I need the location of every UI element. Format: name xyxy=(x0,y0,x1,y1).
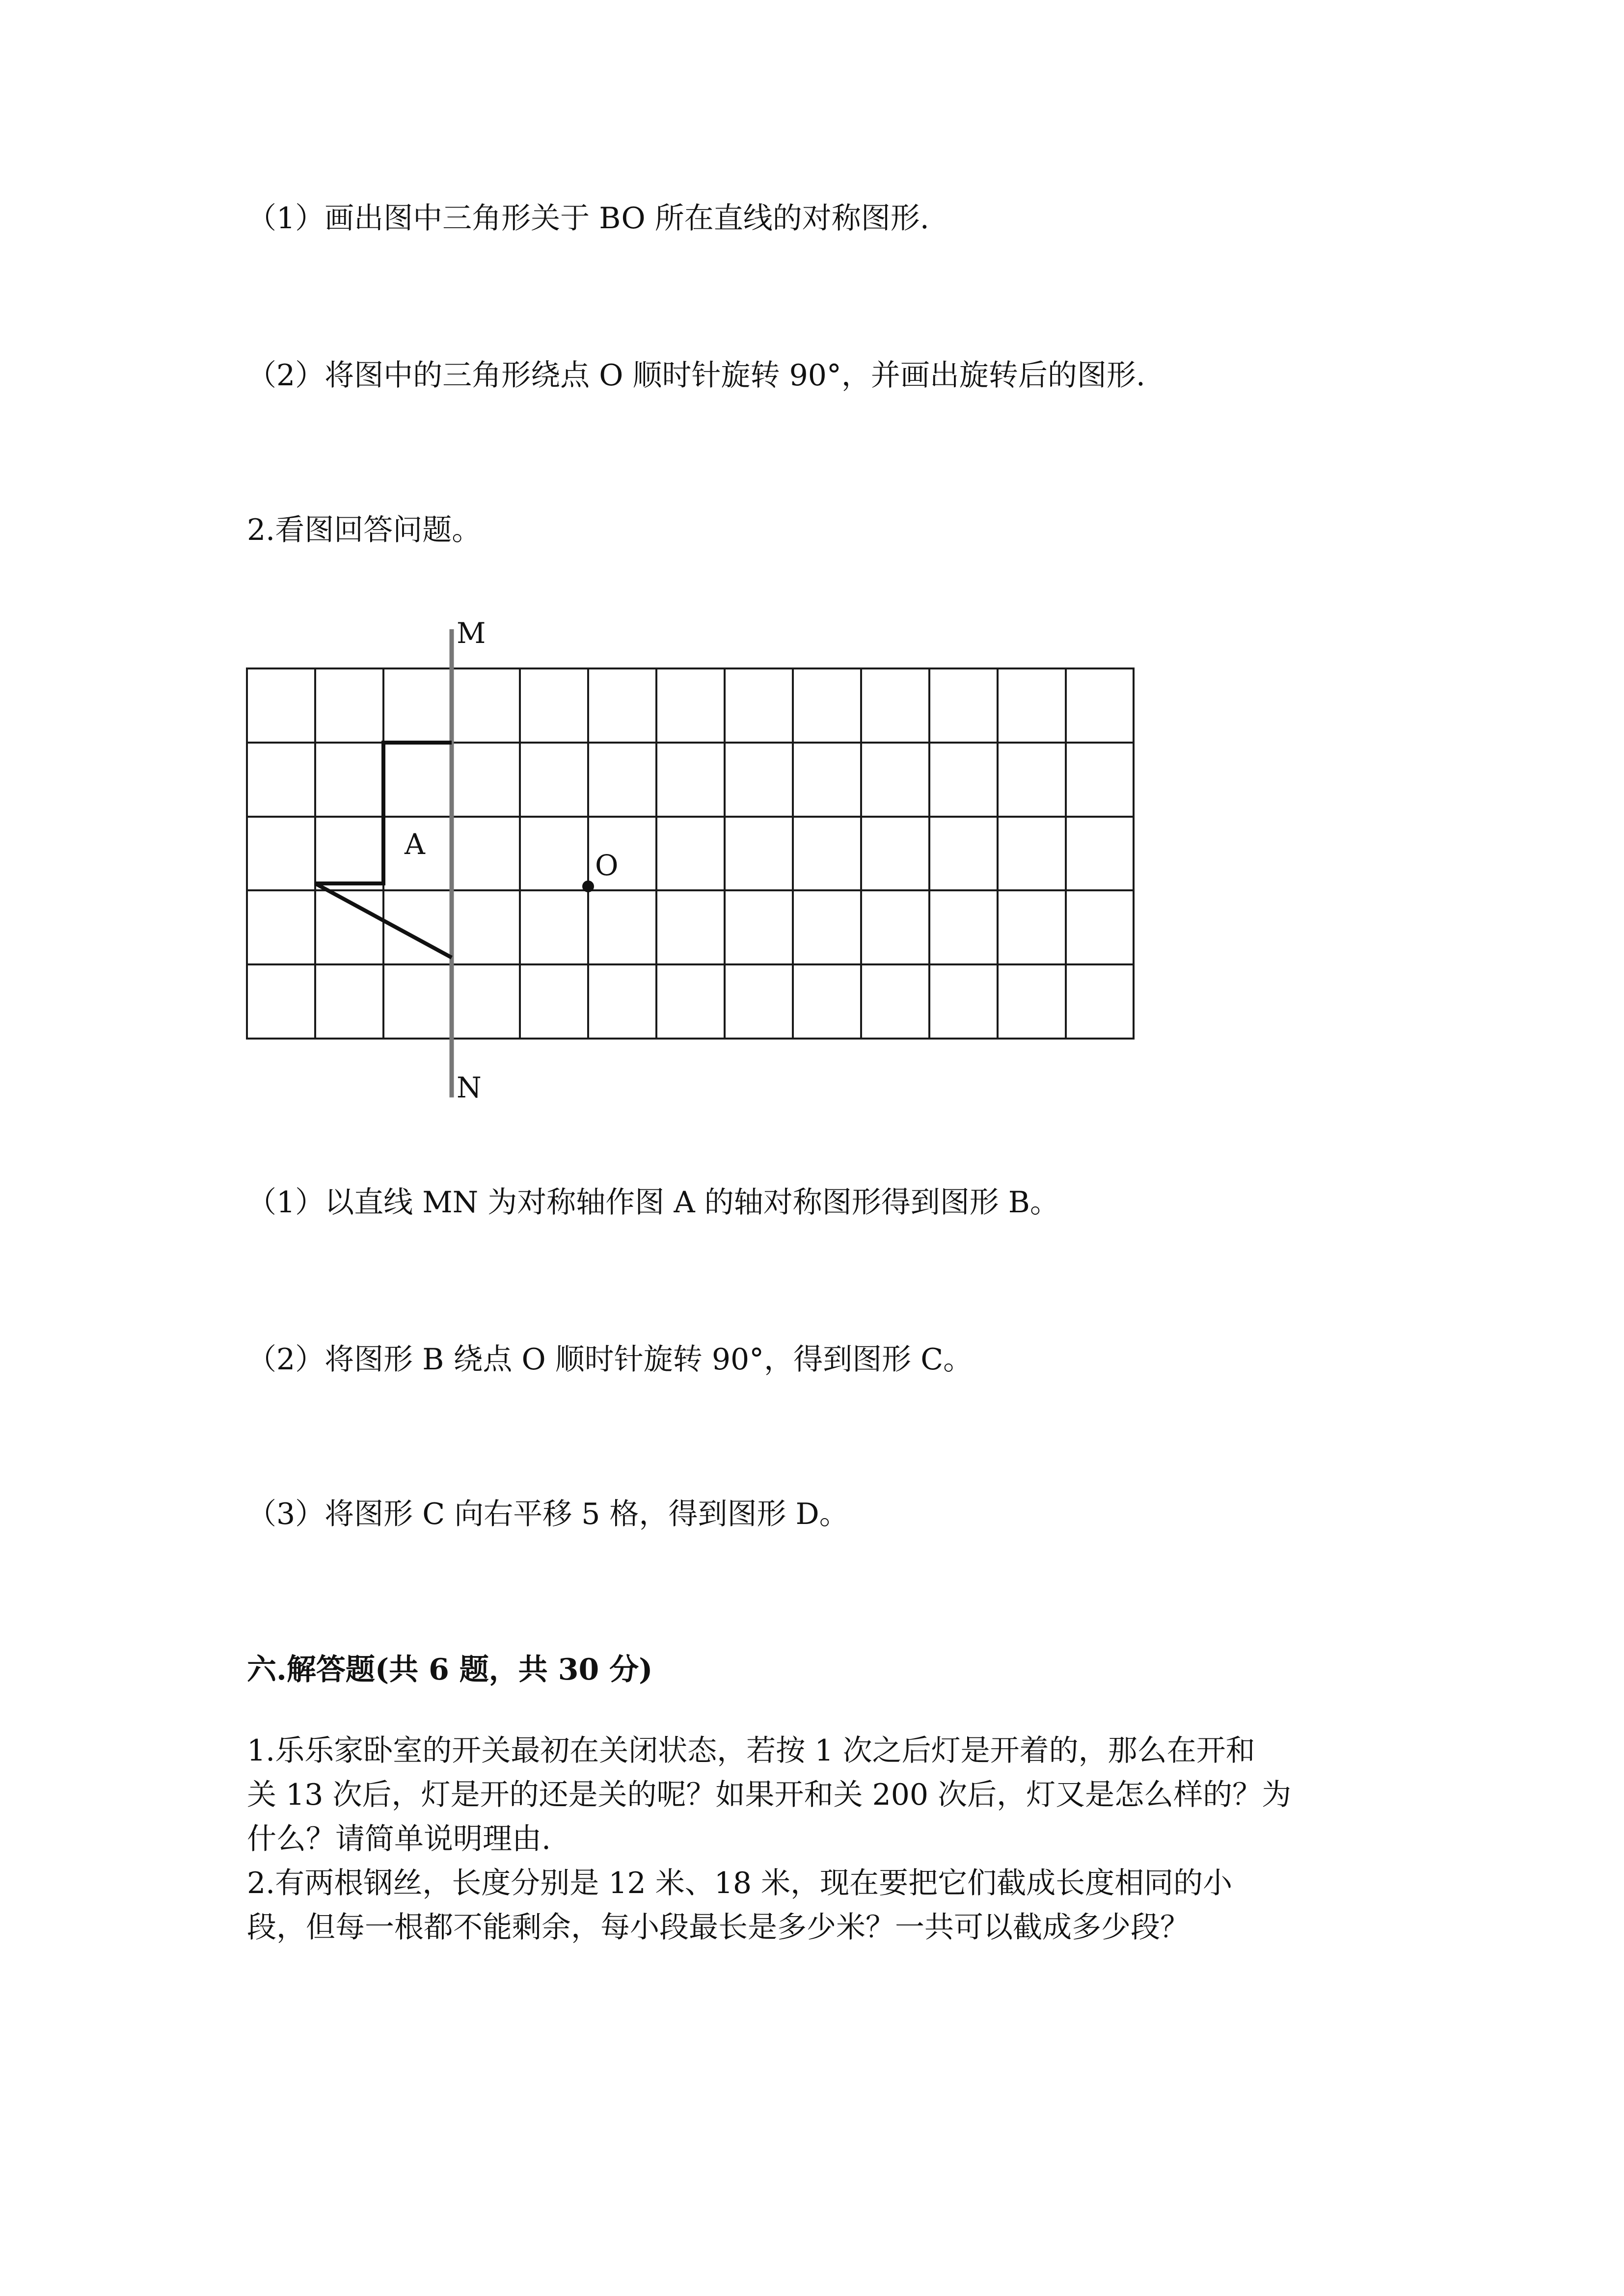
answer-q2-line1: 2.有两根钢丝，长度分别是 12 米、18 米，现在要把它们截成长度相同的小 xyxy=(247,1866,1233,1900)
answer-q2-line2: 段，但每一根都不能剩余，每小段最长是多少米？一共可以截成多少段？ xyxy=(247,1910,1190,1945)
q1-part1: （1）画出图中三角形关于 BO 所在直线的对称图形. xyxy=(247,201,929,236)
section-heading: 六.解答题(共 6 题，共 30 分) xyxy=(247,1653,653,1687)
label-m: M xyxy=(457,616,486,650)
label-a: A xyxy=(405,828,425,861)
q2-part2: （2）将图形 B 绕点 O 顺时针旋转 90°，得到图形 C。 xyxy=(247,1342,973,1377)
q2-part3: （3）将图形 C 向右平移 5 格，得到图形 D。 xyxy=(247,1497,849,1531)
q1-part2: （2）将图中的三角形绕点 O 顺时针旋转 90°，并画出旋转后的图形. xyxy=(247,358,1145,393)
grid xyxy=(247,668,1134,1039)
answer-q1-line3: 什么？请简单说明理由. xyxy=(247,1822,551,1856)
point-o xyxy=(582,881,594,892)
answer-q1-line1: 1.乐乐家卧室的开关最初在关闭状态，若按 1 次之后灯是开着的，那么在开和 xyxy=(247,1734,1255,1768)
label-n: N xyxy=(457,1071,482,1104)
q2-part1: （1）以直线 MN 为对称轴作图 A 的轴对称图形得到图形 B。 xyxy=(247,1185,1059,1220)
q2-title: 2.看图回答问题。 xyxy=(247,513,482,547)
answer-q1-line2: 关 13 次后，灯是开的还是关的呢？如果开和关 200 次后，灯又是怎么样的？为 xyxy=(247,1778,1292,1812)
label-o: O xyxy=(595,849,619,882)
